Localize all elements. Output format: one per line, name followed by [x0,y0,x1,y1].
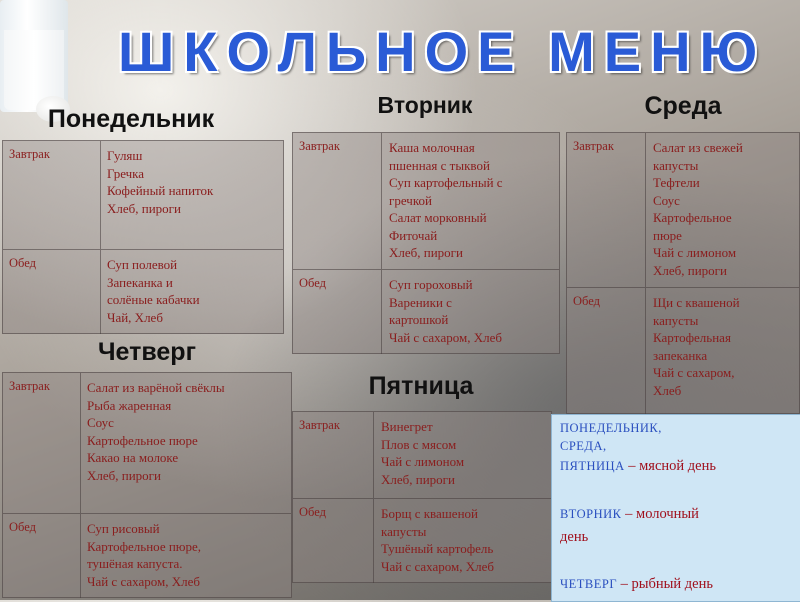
menu-item: Чай с сахаром, Хлеб [87,573,200,589]
menu-item: капусты [653,312,699,328]
menu-item: Какао на молоке [87,450,179,465]
meal-items [389,276,502,346]
meal-label: Обед [299,505,326,519]
meal-items [87,520,201,590]
meal-items [381,418,464,488]
menu-item: Картофельное [653,210,732,225]
day-title-thursday: Четверг [97,338,196,366]
meal-items [381,505,494,575]
menu-item: Чай с сахаром, Хлеб [381,558,494,574]
note-line-fish-day: ЧЕТВЕРГ – рыбный день [560,576,713,592]
menu-row-breakfast [3,141,283,249]
menu-item: капусты [381,523,427,539]
meal-label: Завтрак [299,139,340,153]
menu-item: Плов с мясом [381,436,457,452]
menu-item: Хлеб, пироги [389,245,463,260]
meal-label: Завтрак [9,379,50,393]
meal-items [389,139,503,262]
menu-item: Суп рисовый [87,521,160,536]
menu-item: Чай, Хлеб [107,309,163,325]
note-line-meat-day: ПЯТНИЦА – мясной день [560,458,716,474]
menu-item: капусты [653,157,699,173]
menu-item: гречкой [389,192,432,208]
menu-item: Картофельное пюре [87,432,198,448]
menu-item: Гуляш [107,148,143,163]
menu-row-lunch [293,269,559,354]
menu-row-lunch [567,287,799,414]
menu-item: Хлеб, пироги [107,200,181,216]
menu-panel-wednesday [566,132,800,414]
menu-row-lunch [3,249,283,334]
meal-items [107,147,213,217]
menu-item: Соус [87,415,114,430]
menu-item: Хлеб, пироги [653,262,727,278]
menu-panel-friday [292,411,552,583]
menu-row-lunch [293,498,551,583]
meal-label: Завтрак [573,139,614,153]
meal-label: Завтрак [299,418,340,432]
menu-item: Кофейный напиток [107,183,214,198]
menu-item: Борщ с квашеной [381,506,478,521]
note-line: день [560,529,589,545]
meal-label: Обед [9,256,36,270]
meal-label: Обед [9,520,36,534]
meal-items [653,139,743,279]
day-title-friday: Пятница [368,372,474,400]
menu-item: Салат из варёной свёклы [87,380,225,395]
meal-items [653,294,740,399]
menu-item: Винегрет [381,419,433,434]
menu-row-breakfast [293,133,559,269]
menu-item: Суп картофельный с [389,175,503,190]
menu-item: Каша молочная [389,140,475,155]
menu-row-breakfast [293,412,551,498]
menu-item: Рыба жаренная [87,397,172,413]
menu-row-breakfast [3,373,291,513]
menu-item: Чай с сахаром, [653,365,735,380]
menu-item: Тефтели [653,175,700,190]
menu-item: Картофельная [653,330,731,345]
menu-item: Картофельное пюре, [87,538,202,554]
menu-item: Хлеб, пироги [381,471,455,487]
meal-items [87,379,225,484]
menu-item: Салат из свежей [653,140,743,155]
menu-item: картошкой [389,312,449,327]
page-title: ШКОЛЬНОЕ МЕНЮ [118,20,767,83]
menu-item: Чай с лимоном [653,245,737,260]
day-title-monday: Понедельник [47,105,215,133]
theme-days-note [551,414,800,602]
menu-item: пюре [653,227,682,243]
menu-item: Соус [653,192,680,208]
menu-item: Суп полевой [107,257,178,272]
menu-item: Чай с сахаром, Хлеб [389,329,502,345]
meal-label: Обед [299,276,326,290]
note-line-milk-day: ВТОРНИК – молочный [560,506,699,522]
day-title-tuesday: Вторник [377,92,473,118]
menu-item: Салат морковный [389,210,487,225]
menu-panel-thursday [2,372,292,598]
meal-label: Обед [573,294,600,308]
menu-row-breakfast [567,133,799,287]
meal-label: Завтрак [9,147,50,161]
menu-item: Запеканка и [107,274,173,290]
note-line: СРЕДА, [560,439,607,453]
menu-item: Гречка [107,165,145,181]
menu-item: Хлеб, пироги [87,467,161,483]
menu-item: Фиточай [389,227,438,243]
menu-item: Щи с квашеной [653,295,740,310]
menu-panel-monday [2,140,284,334]
menu-item: Тушёный картофель [381,541,494,556]
menu-row-lunch [3,513,291,598]
menu-item: Хлеб [653,382,682,398]
menu-item: солёные кабачки [107,292,200,307]
milk-glass-image [0,0,68,112]
meal-items [107,256,200,326]
menu-item: пшенная с тыквой [389,157,490,173]
menu-panel-tuesday [292,132,560,354]
day-title-wednesday: Среда [644,92,722,120]
menu-item: запеканка [653,347,708,363]
menu-item: Суп гороховый [389,277,473,292]
menu-item: Чай с лимоном [381,454,465,469]
menu-item: тушёная капуста. [87,556,183,571]
menu-item: Вареники с [389,294,452,310]
note-line: ПОНЕДЕЛЬНИК, [560,421,662,435]
